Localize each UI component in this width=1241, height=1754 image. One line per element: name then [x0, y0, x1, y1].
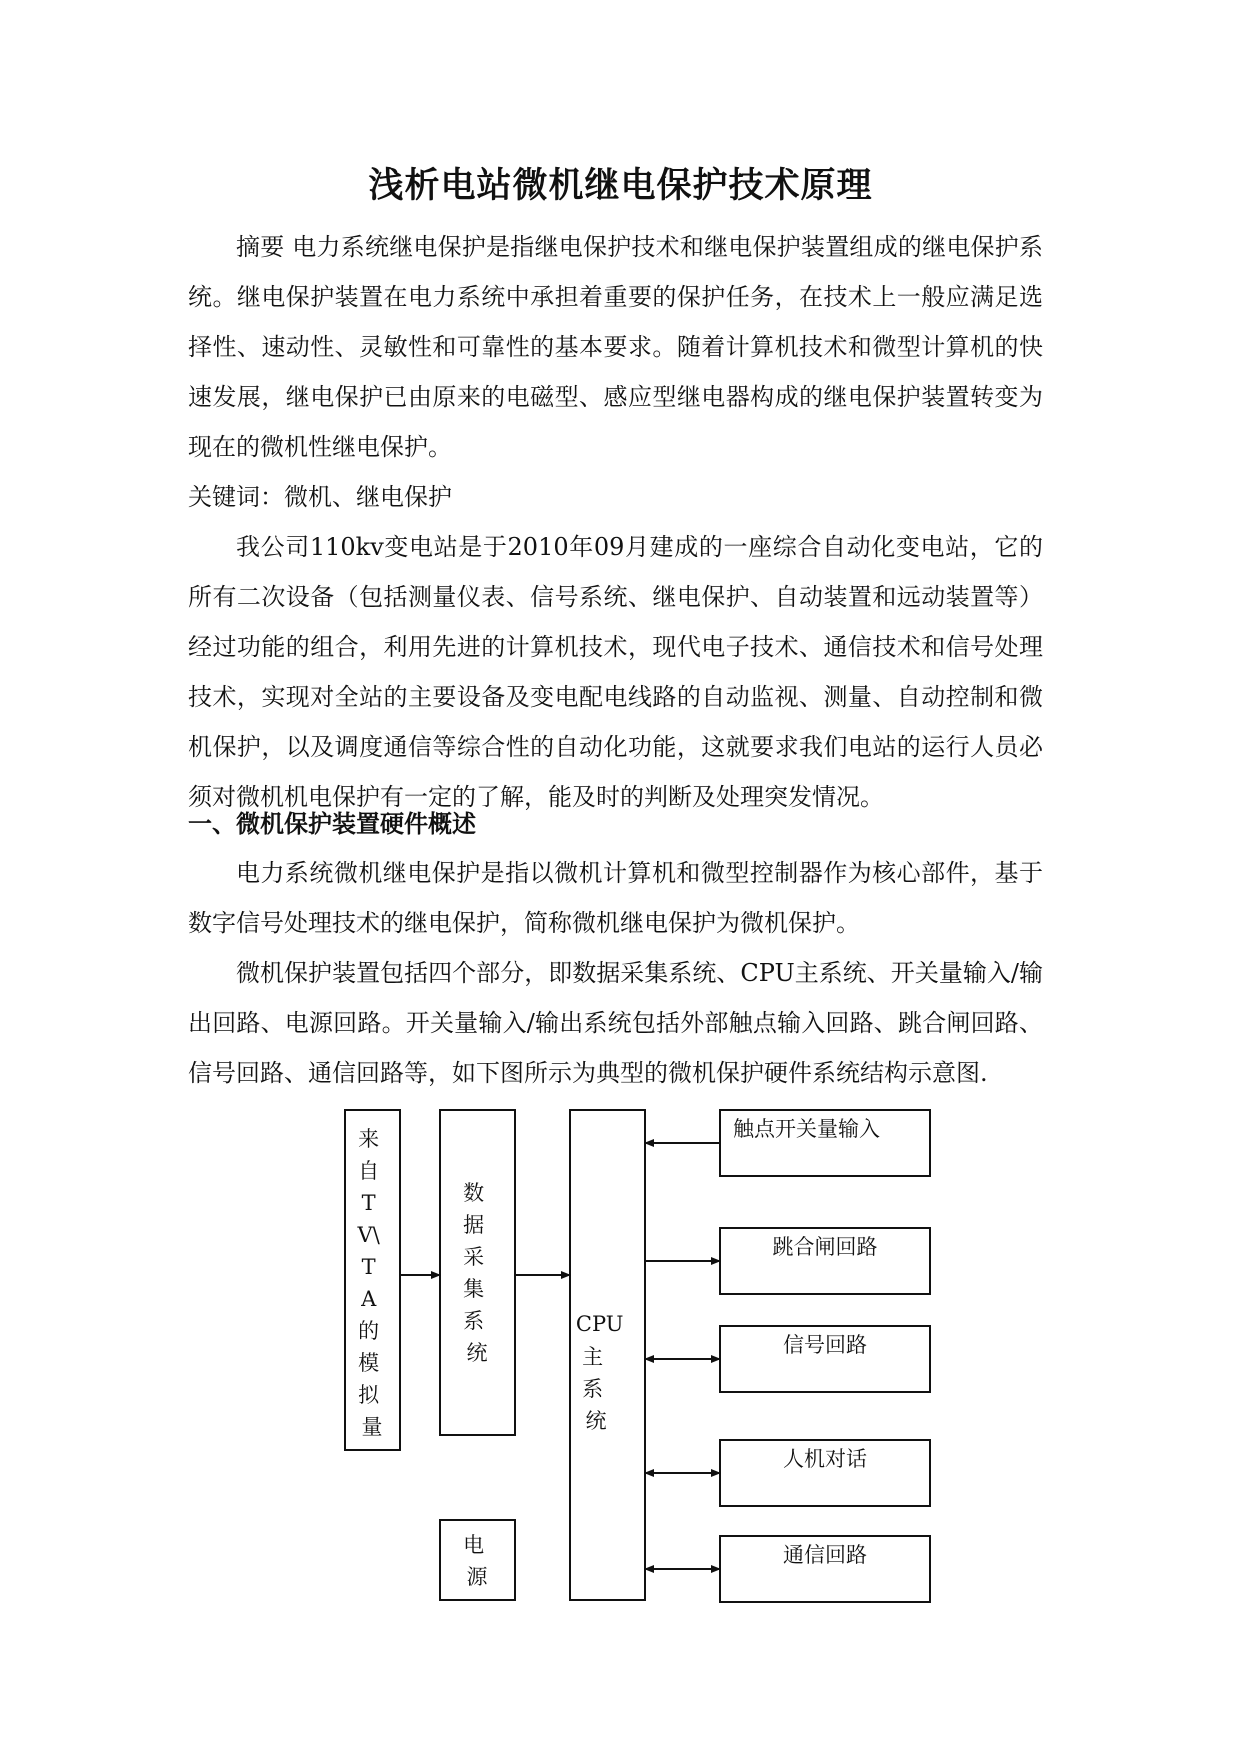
keywords-line: 关键词：微机、继电保护 — [188, 483, 452, 511]
cpu-main-label: CPU 主 系 统 — [575, 1312, 624, 1433]
intro-paragraph: 我公司110kv变电站是于2010年09月建成的一座综合自动化变电站，它的所有二次设备（包括测量仪表、信号系统、继电保护、自动装置和远动装置等）经过功能的组合，利用先进的计算机技术，现代电子技术、通信技术和信号处理技术，实现对全站的主要设备及变电配电线路的自动监视、测量、自动控制和微机保护，以及调度通信等综合性的自动化功能，这就要求我们电站的运行人员必须对微机机电保护有一定的了解，能及时的判断及处理突发情况。 — [188, 533, 1043, 811]
abstract-paragraph: 摘要 电力系统继电保护是指继电保护技术和继电保护装置组成的继电保护系统。继电保护装置在电力系统中承担着重要的保护任务，在技术上一般应满足选择性、速动性、灵敏性和可靠性的基本要求。随着计算机技术和微型计算机的快速发展，继电保护已由原来的电磁型、感应型继电器构成的继电保护装置转变为现在的微机性继电保护。 — [188, 233, 1043, 461]
section-heading: 一、微机保护装置硬件概述 — [188, 809, 476, 838]
section-paragraph-2: 微机保护装置包括四个部分，即数据采集系统、CPU主系统、开关量输入/输出回路、电源回路。开关量输入/输出系统包括外部触点输入回路、跳合闸回路、信号回路、通信回路等，如下图所示为典型的微机保护硬件系统结构示意图. — [188, 959, 1043, 1087]
analog-input-label: 来 自 T V\ T A 的 模 拟 量 — [357, 1127, 383, 1439]
signal-circuit-label: 信号回路 — [783, 1333, 867, 1357]
page-title: 浅析电站微机继电保护技术原理 — [368, 165, 873, 206]
data-acquisition-box — [440, 1110, 515, 1435]
contact-input-label: 触点开关量输入 — [733, 1117, 880, 1141]
trip-close-label: 跳合闸回路 — [772, 1235, 878, 1259]
data-acquisition-label: 数 据 采 集 系 统 — [463, 1181, 488, 1365]
section-paragraph-1: 电力系统微机继电保护是指以微机计算机和微型控制器作为核心部件，基于数字信号处理技术的继电保护，简称微机继电保护为微机保护。 — [188, 859, 1043, 937]
power-supply-label: 电 源 — [463, 1533, 488, 1589]
comm-circuit-label: 通信回路 — [783, 1543, 867, 1567]
hmi-label: 人机对话 — [783, 1447, 867, 1471]
